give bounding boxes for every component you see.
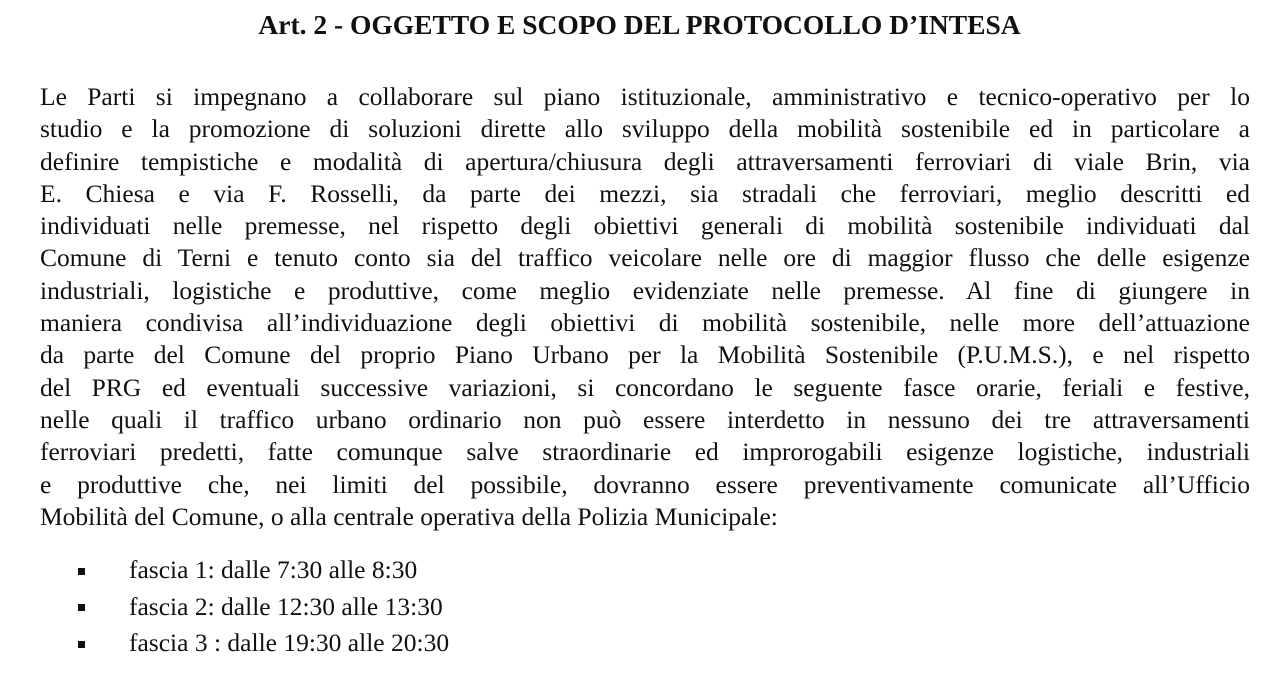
paragraph-line: ferroviari predetti, fatte comunque salve straordinarie ed improrogabili esigenze logistiche, industriali [40, 437, 1250, 467]
paragraph-line: studio e la promozione di soluzioni dirette allo sviluppo della mobilità sostenibile ed in particolare a [40, 114, 1250, 144]
paragraph-line: Le Parti si impegnano a collaborare sul piano istituzionale, amministrativo e tecnico-operativo per lo [40, 82, 1250, 111]
article-title: Art. 2 - OGGETTO E SCOPO DEL PROTOCOLLO D’INTESA [258, 9, 1021, 40]
paragraph-line: nelle quali il traffico urbano ordinario non può essere interdetto in nessuno dei tre attraversamenti [40, 404, 1250, 434]
time-slot-item [78, 625, 449, 662]
time-slot-text: fascia 2: dalle 12:30 alle 13:30 [129, 591, 443, 621]
paragraph-line: Comune di Terni e tenuto conto sia del traffico veicolare nelle ore di maggior flusso che delle esigenze [40, 243, 1250, 273]
article-paragraph [40, 81, 1250, 533]
square-bullet-icon [78, 568, 85, 575]
paragraph-line: da parte del Comune del proprio Piano Urbano per la Mobilità Sostenibile (P.U.M.S.), e nel rispetto [40, 340, 1250, 370]
time-slot-item [78, 589, 449, 626]
paragraph-line: E. Chiesa e via F. Rosselli, da parte dei mezzi, sia stradali che ferroviari, meglio descritti ed [40, 178, 1250, 208]
paragraph-line: maniera condivisa all’individuazione degli obiettivi di mobilità sostenibile, nelle more dell’attuazione [40, 308, 1250, 338]
time-slot-text: fascia 3 : dalle 19:30 alle 20:30 [129, 628, 450, 657]
time-slot-list [78, 552, 449, 662]
paragraph-line: Mobilità del Comune, o alla centrale operativa della Polizia Municipale: [40, 501, 778, 531]
square-bullet-icon [78, 604, 85, 611]
paragraph-line: industriali, logistiche e produttive, come meglio evidenziate nelle premesse. Al fine di giungere in [40, 275, 1250, 305]
paragraph-line: del PRG ed eventuali successive variazioni, si concordano le seguente fasce orarie, feriali e festive, [40, 372, 1250, 402]
paragraph-line: definire tempistiche e modalità di apertura/chiusura degli attraversamenti ferroviari di viale Brin, via [40, 146, 1250, 176]
time-slot-item [78, 552, 449, 589]
square-bullet-icon [78, 641, 85, 648]
paragraph-line: individuati nelle premesse, nel rispetto degli obiettivi generali di mobilità sostenibile individuati dal [40, 211, 1250, 241]
paragraph-line: e produttive che, nei limiti del possibile, dovranno essere preventivamente comunicate all’Ufficio [40, 469, 1250, 499]
time-slot-text: fascia 1: dalle 7:30 alle 8:30 [129, 555, 418, 584]
